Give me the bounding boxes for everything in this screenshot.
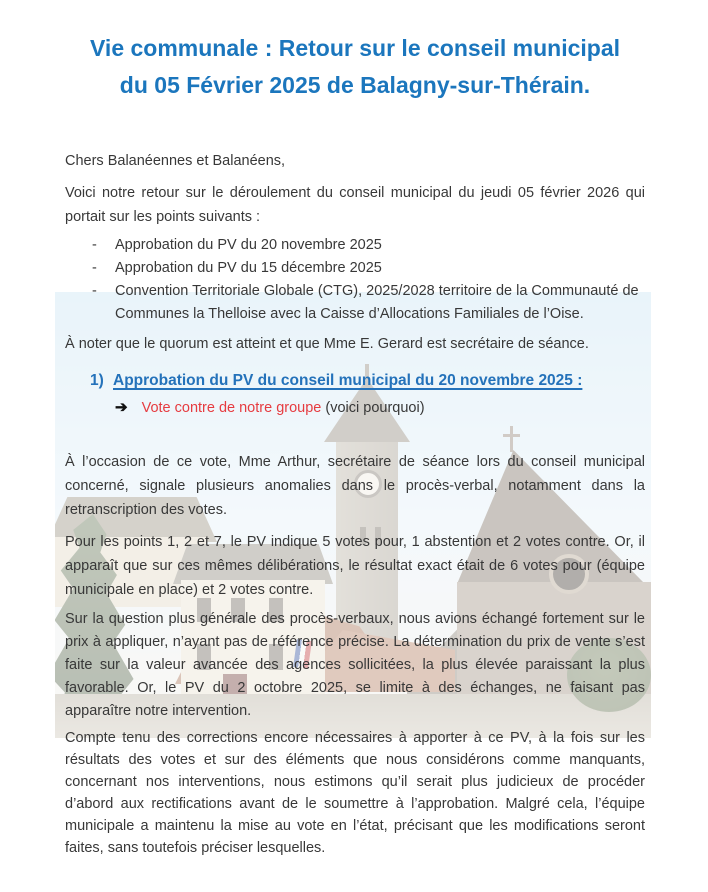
page-title-line-1: Vie communale : Retour sur le conseil municipal: [90, 35, 620, 61]
section-number: 1): [90, 372, 104, 389]
page-title-line-2: du 05 Février 2025 de Balagny-sur-Thérain.: [119, 72, 591, 98]
bullet-dash: -: [92, 283, 97, 299]
vote-reason-text: (voici pourquoi): [321, 400, 425, 416]
agenda-item: [65, 234, 645, 257]
vote-against-text: Vote contre de notre groupe: [141, 400, 322, 416]
page-title: [65, 30, 645, 104]
agenda-item-text: Convention Territoriale Globale (CTG), 2025/2028 territoire de la Communauté de Communes la Thelloise avec la Caisse d’Allocations Familiales de l’Oise.: [115, 283, 639, 322]
agenda-item: [65, 257, 645, 280]
document-content: [0, 30, 708, 859]
section-heading-text: Approbation du PV du conseil municipal du 20 novembre 2025 :: [113, 372, 583, 389]
agenda-item-text: Approbation du PV du 15 décembre 2025: [115, 260, 382, 276]
bullet-dash: -: [92, 260, 97, 276]
bullet-dash: -: [92, 237, 97, 253]
salutation: Chers Balanéennes et Balanéens,: [65, 153, 286, 169]
document-page: [0, 30, 708, 892]
body-paragraph-1: À l’occasion de ce vote, Mme Arthur, secrétaire de séance lors du conseil municipal concerné, signale plusieurs anomalies dans le procès-verbal, notamment dans la retranscription des votes.: [65, 454, 645, 518]
agenda-list: [65, 234, 645, 326]
vote-note: [65, 396, 645, 420]
body-paragraph-4: Compte tenu des corrections encore nécessaires à apporter à ce PV, à la fois sur les résultats des votes et sur des éléments que nous considérons comme manquants, concernant nos interventions, nous estimons qu’il serait plus judicieux de procéder d’abord aux rectifications avant de le soumettre à l’approbation. Malgré cela, l’équipe municipale a maintenu la mise au vote en l’état, précisant que les modifications seront faites, sans toutefois préciser lesquelles.: [65, 730, 645, 856]
agenda-item-text: Approbation du PV du 20 novembre 2025: [115, 237, 382, 253]
agenda-item: [65, 280, 645, 326]
quorum-note: À noter que le quorum est atteint et que Mme E. Gerard est secrétaire de séance.: [65, 336, 589, 352]
body-paragraph-3: Sur la question plus générale des procès-verbaux, nous avions échangé fortement sur le prix à appliquer, n’ayant pas de référence précise. La détermination du prix de vente s’est faite sur la valeur avancée des agences sollicitées, la plus élevée paraissant la plus favorable. Or, le PV du 2 octobre 2025, se limite à des échanges, ne faisant pas apparaître notre intervention.: [65, 611, 645, 719]
section-1-heading: [65, 368, 645, 394]
body-paragraph-2: Pour les points 1, 2 et 7, le PV indique 5 votes pour, 1 abstention et 2 votes contre. Or, il apparaît que sur ces mêmes délibérations, le résultat exact était de 6 votes pour (équipe municipale en place) et 2 votes contre.: [65, 534, 645, 598]
arrow-right-icon: ➔: [115, 399, 128, 416]
intro-paragraph: Voici notre retour sur le déroulement du conseil municipal du jeudi 05 février 2026 qui portait sur les points suivants :: [65, 185, 645, 225]
